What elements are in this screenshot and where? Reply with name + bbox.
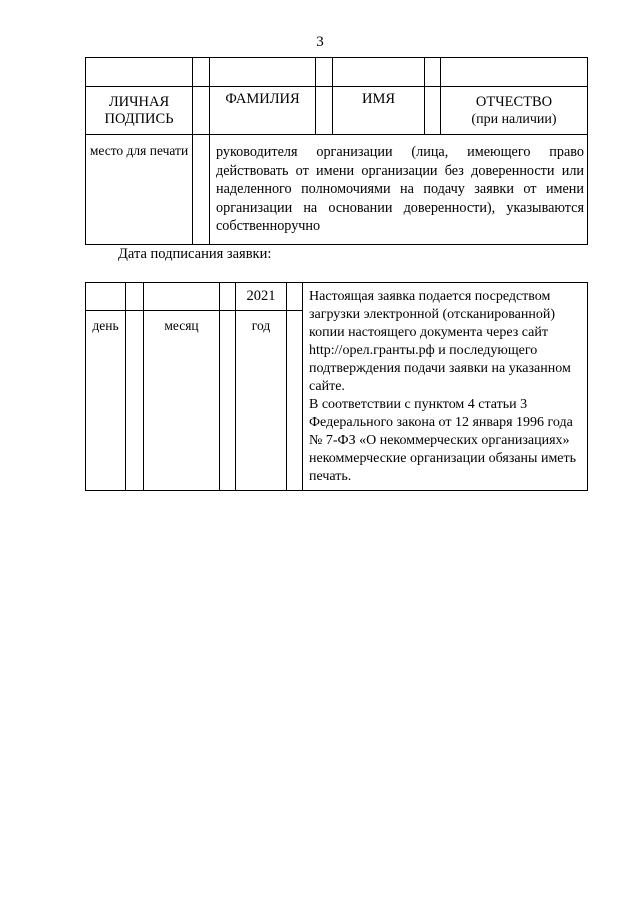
day-input-cell[interactable]	[86, 283, 126, 311]
surname-blank-cell[interactable]	[210, 58, 316, 87]
page-number: 3	[316, 34, 324, 50]
submission-notice	[303, 283, 588, 491]
spacer-cell	[220, 310, 236, 490]
spacer-cell	[126, 310, 144, 490]
name-blank-cell[interactable]	[333, 58, 425, 87]
patronymic-note: (при наличии)	[471, 111, 557, 127]
patronymic-blank-cell[interactable]	[441, 58, 588, 87]
date-values-row	[86, 283, 588, 311]
date-table	[85, 282, 588, 491]
spacer-cell	[425, 87, 441, 135]
year-label: год	[236, 310, 287, 490]
signature-description-row	[86, 135, 588, 245]
notice-paragraph-2: В соответствии с пунктом 4 статьи 3 Федерального закона от 12 января 1996 года № 7-ФЗ «О некоммерческих организациях» некоммерческие организации обязаны иметь печать.	[309, 397, 577, 484]
surname-header: ФАМИЛИЯ	[210, 87, 316, 135]
spacer-cell	[287, 283, 303, 311]
month-label: месяц	[144, 310, 220, 490]
signature-header: ЛИЧНАЯ ПОДПИСЬ	[86, 87, 193, 135]
signature-blank-row	[86, 58, 588, 87]
signature-blank-cell[interactable]	[86, 58, 193, 87]
spacer-cell	[316, 87, 333, 135]
notice-paragraph-1: Настоящая заявка подается посредством загрузки электронной (отсканированной) копии настоящего документа через сайт http://орел.гранты.рф и последующего подтверждения подачи заявки на указанном сайте.	[309, 289, 571, 394]
patronymic-header: ОТЧЕСТВО (при наличии)	[441, 87, 588, 135]
month-input-cell[interactable]	[144, 283, 220, 311]
spacer-cell	[287, 310, 303, 490]
spacer-cell	[193, 58, 210, 87]
name-header: ИМЯ	[333, 87, 425, 135]
spacer-cell	[193, 135, 210, 245]
signature-header-row	[86, 87, 588, 135]
spacer-cell	[316, 58, 333, 87]
spacer-cell	[220, 283, 236, 311]
spacer-cell	[193, 87, 210, 135]
signature-description: руководителя организации (лица, имеющего право действовать от имени организации без доверенности или наделенного полномочиями на подачу заявки от имени организации на основании доверенности), указываются собственноручно	[210, 135, 588, 245]
signature-table	[85, 57, 588, 245]
spacer-cell	[425, 58, 441, 87]
stamp-place-label: место для печати	[86, 135, 193, 245]
spacer-cell	[126, 283, 144, 311]
day-label: день	[86, 310, 126, 490]
year-value: 2021	[236, 283, 287, 311]
date-label: Дата подписания заявки:	[118, 246, 272, 262]
